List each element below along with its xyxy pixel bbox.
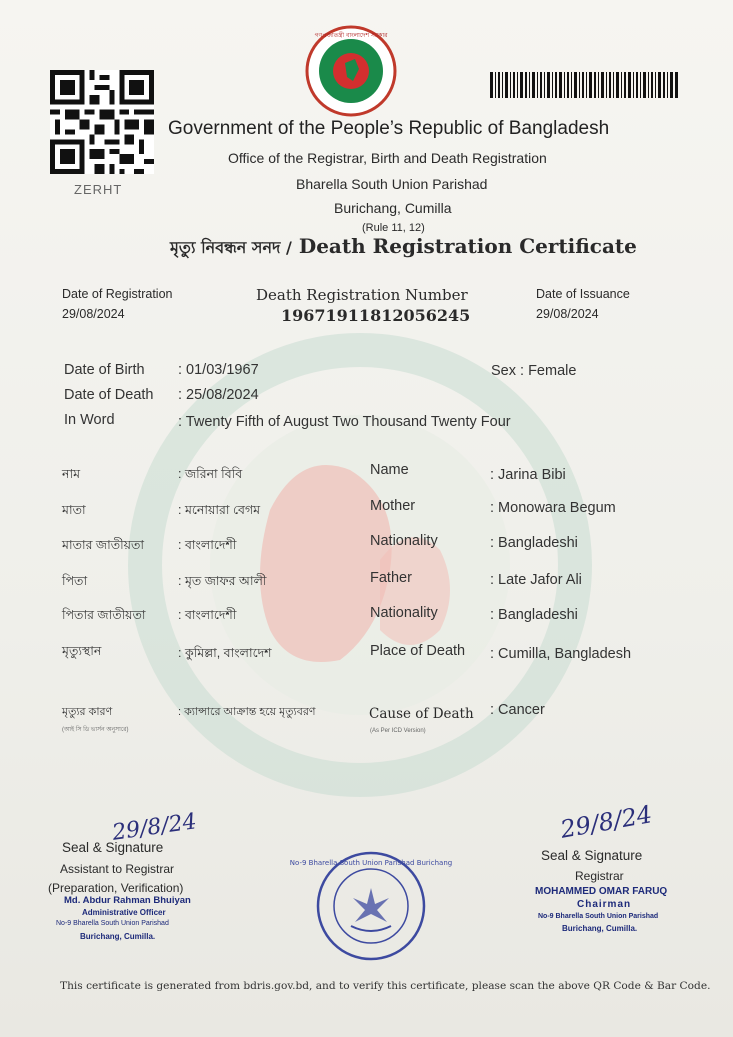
- right-role: Registrar: [575, 869, 624, 883]
- government-logo: [305, 25, 397, 117]
- cause-value: : Cancer: [490, 702, 545, 718]
- government-title: Government of the People’s Republic of Bangladesh: [168, 118, 610, 139]
- date-of-issuance: 29/08/2024: [536, 307, 599, 321]
- office-title: Office of the Registrar, Birth and Death Registration: [228, 150, 547, 166]
- father-bn-value: : মৃত জাফর আলী: [178, 574, 267, 588]
- left-officer-org: No-9 Bharella South Union Parishad: [56, 920, 169, 927]
- left-officer-location: Burichang, Cumilla.: [80, 932, 156, 941]
- mother-bn-label: মাতা: [62, 503, 86, 517]
- mother-nationality-bn-label: মাতার জাতীয়তা: [62, 538, 145, 552]
- place-bn-label: মৃত্যুস্থান: [62, 644, 102, 658]
- left-role-2: (Preparation, Verification): [48, 881, 184, 895]
- inword-label: In Word: [64, 412, 115, 428]
- registration-number: 19671911812056245: [281, 306, 471, 325]
- name-bn-label: নাম: [62, 467, 81, 481]
- right-officer-name: MOHAMMED OMAR FARUQ: [535, 886, 668, 897]
- father-nationality-bn-value: : বাংলাদেশী: [178, 608, 237, 622]
- inword-value: : Twenty Fifth of August Two Thousand Twenty Four: [178, 414, 511, 430]
- father-label: Father: [370, 570, 412, 586]
- father-nationality-label: Nationality: [370, 605, 438, 621]
- qr-code: [50, 70, 154, 174]
- cause-bn-note: (আই সি ডি ভার্সন অনুসারে): [62, 727, 129, 733]
- date-of-registration: 29/08/2024: [62, 307, 125, 321]
- left-role: Assistant to Registrar: [60, 862, 175, 876]
- mother-nationality-bn-value: : বাংলাদেশী: [178, 538, 237, 552]
- mother-nationality-value: : Bangladeshi: [490, 535, 578, 551]
- place-value: : Cumilla, Bangladesh: [490, 646, 632, 662]
- mother-nationality-label: Nationality: [370, 533, 438, 549]
- rule-text: (Rule 11, 12): [362, 222, 425, 234]
- mother-bn-value: : মনোয়ারা বেগম: [178, 503, 261, 517]
- sex-value: Sex : Female: [491, 363, 577, 379]
- qr-code-text: ZERHT: [74, 182, 123, 197]
- cause-note: (As Per ICD Version): [370, 728, 426, 734]
- mother-value: : Monowara Begum: [490, 500, 616, 516]
- union-name: Bharella South Union Parishad: [296, 176, 488, 192]
- name-bn-value: : জরিনা বিবি: [178, 467, 243, 481]
- cause-bn-value: : ক্যান্সারে আক্রান্ত হয়ে মৃত্যুবরণ: [178, 706, 316, 718]
- footer-note: This certificate is generated from bdris.gov.bd, and to verify this certificate, please scan the above QR Code & Bar Code.: [60, 980, 711, 992]
- name-label: Name: [370, 462, 409, 478]
- left-officer-title: Administrative Officer: [82, 908, 166, 917]
- right-seal-signature: Seal & Signature: [541, 848, 643, 863]
- svg-text:No-9 Bharella South Union Pari: No-9 Bharella South Union Parishad Burichang: [289, 859, 453, 867]
- certificate-title: [170, 234, 637, 262]
- father-value: : Late Jafor Ali: [490, 572, 582, 588]
- father-bn-label: পিতা: [62, 574, 88, 588]
- dod-value: : 25/08/2024: [178, 387, 259, 403]
- father-nationality-value: : Bangladeshi: [490, 607, 578, 623]
- date-of-registration-label: Date of Registration: [62, 287, 173, 301]
- right-handwritten-date: 29/8/24: [558, 800, 655, 844]
- right-officer-org: No-9 Bharella South Union Parishad: [538, 913, 659, 920]
- certificate-title-bn: মৃত্যু নিবন্ধন সনদ /: [170, 238, 292, 257]
- dob-label: Date of Birth: [64, 362, 145, 378]
- barcode: [490, 72, 678, 98]
- svg-text:গণপ্রজাতন্ত্রী বাংলাদেশ সরকার: গণপ্রজাতন্ত্রী বাংলাদেশ সরকার: [314, 32, 388, 39]
- father-nationality-bn-label: পিতার জাতীয়তা: [62, 608, 146, 622]
- left-seal-signature: Seal & Signature: [62, 840, 164, 855]
- union-parishad-seal: [289, 850, 453, 962]
- place-bn-value: : কুমিল্লা, বাংলাদেশ: [178, 646, 272, 660]
- left-officer-name: Md. Abdur Rahman Bhuiyan: [64, 895, 191, 906]
- right-officer-location: Burichang, Cumilla.: [562, 924, 638, 933]
- place-label: Place of Death: [370, 643, 466, 659]
- dod-label: Date of Death: [64, 387, 154, 403]
- location-name: Burichang, Cumilla: [334, 200, 452, 216]
- dob-value: : 01/03/1967: [178, 362, 259, 378]
- cause-bn-label: মৃত্যুর কারণ: [62, 706, 113, 718]
- certificate-title-en: Death Registration Certificate: [298, 234, 637, 258]
- mother-label: Mother: [370, 498, 416, 514]
- name-value: : Jarina Bibi: [490, 467, 566, 483]
- date-of-issuance-label: Date of Issuance: [536, 287, 630, 301]
- cause-label: Cause of Death: [369, 706, 474, 722]
- right-officer-title: Chairman: [577, 899, 632, 910]
- left-handwritten-date: 29/8/24: [110, 809, 199, 846]
- registration-number-label: Death Registration Number: [256, 286, 468, 304]
